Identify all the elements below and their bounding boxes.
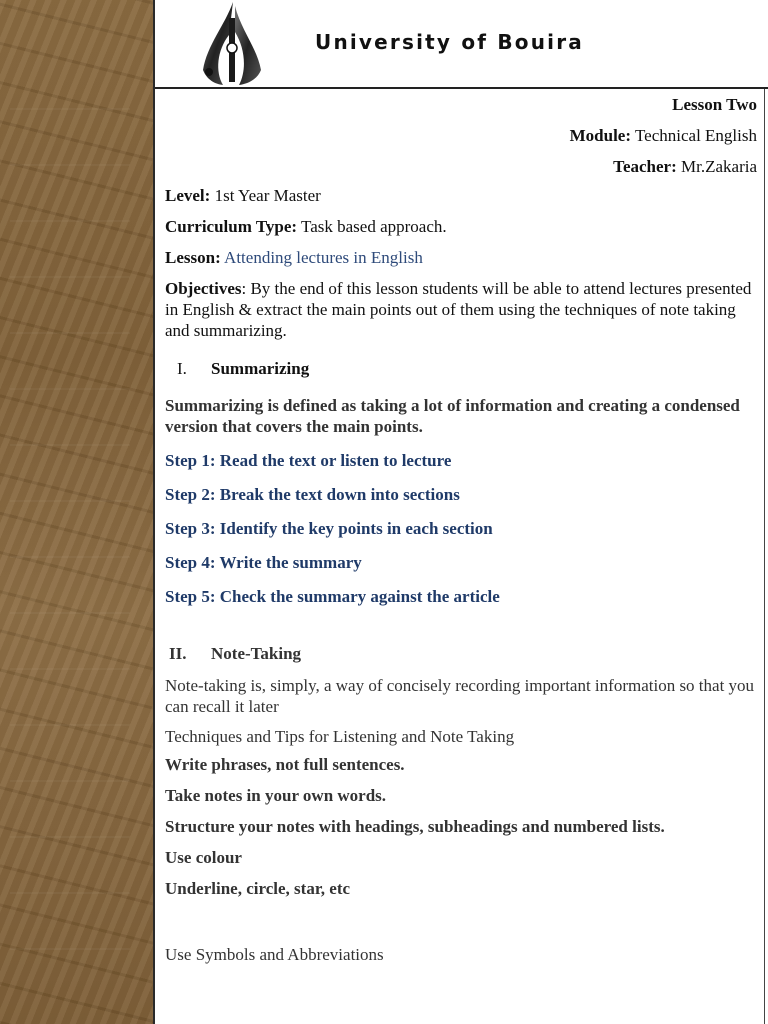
objectives-label: Objectives: [165, 279, 242, 298]
teacher-line: [165, 151, 757, 182]
tip-item: Write phrases, not full sentences.: [165, 755, 405, 774]
page-border-right: [764, 89, 765, 1024]
level-value: 1st Year Master: [214, 186, 321, 205]
university-crest-icon: [185, 0, 275, 88]
section-number: II.: [169, 644, 187, 663]
section-title: Summarizing: [211, 359, 310, 378]
summarizing-definition: Summarizing is defined as taking a lot of information and creating a condensed version that covers the main points.: [165, 396, 740, 436]
section-heading-summarizing: [165, 358, 757, 379]
level-label: Level:: [165, 186, 211, 205]
curriculum-label: Curriculum Type:: [165, 217, 298, 236]
module-value: Technical English: [634, 126, 757, 145]
level-line: [165, 185, 757, 206]
objectives-paragraph: [165, 278, 757, 341]
tip-item-symbols: Use Symbols and Abbreviations: [165, 945, 384, 964]
step-item: Step 4: Write the summary: [165, 553, 362, 572]
page-border-left: [153, 0, 155, 1024]
page-header: [155, 0, 768, 88]
module-line: [165, 120, 757, 151]
tip-item: Take notes in your own words.: [165, 786, 387, 805]
objectives-text: : By the end of this lesson students will be able to attend lectures presented in English & extract the main points out of them using the techniques of note taking and summarizing.: [165, 279, 752, 340]
module-label: Module:: [569, 126, 632, 145]
lesson-content: [165, 89, 757, 965]
lesson-line: [165, 247, 757, 268]
lesson-title: Lesson Two: [672, 95, 757, 114]
tip-item: Structure your notes with headings, subheadings and numbered lists.: [165, 817, 665, 836]
teacher-label: Teacher:: [613, 157, 677, 176]
step-item: Step 1: Read the text or listen to lecture: [165, 451, 452, 470]
university-name: University of Bouira: [315, 30, 584, 54]
tip-item: Use colour: [165, 848, 242, 867]
tips-subheading: Techniques and Tips for Listening and Note Taking: [165, 727, 515, 746]
step-item: Step 3: Identify the key points in each section: [165, 519, 493, 538]
note-taking-definition: Note-taking is, simply, a way of concisely recording important information so that you can recall it later: [165, 676, 755, 716]
decorative-side-strip: [0, 0, 153, 1024]
step-item: Step 2: Break the text down into sections: [165, 485, 460, 504]
lesson-value: Attending lectures in English: [224, 248, 423, 267]
tip-item: Underline, circle, star, etc: [165, 879, 351, 898]
curriculum-value: Task based approach.: [301, 217, 447, 236]
section-heading-note-taking: [165, 643, 757, 664]
teacher-value: Mr.Zakaria: [681, 157, 757, 176]
lesson-label: Lesson:: [165, 248, 221, 267]
curriculum-line: [165, 216, 757, 237]
section-number: I.: [177, 359, 187, 378]
section-title: Note-Taking: [211, 644, 302, 663]
step-item: Step 5: Check the summary against the article: [165, 587, 500, 606]
